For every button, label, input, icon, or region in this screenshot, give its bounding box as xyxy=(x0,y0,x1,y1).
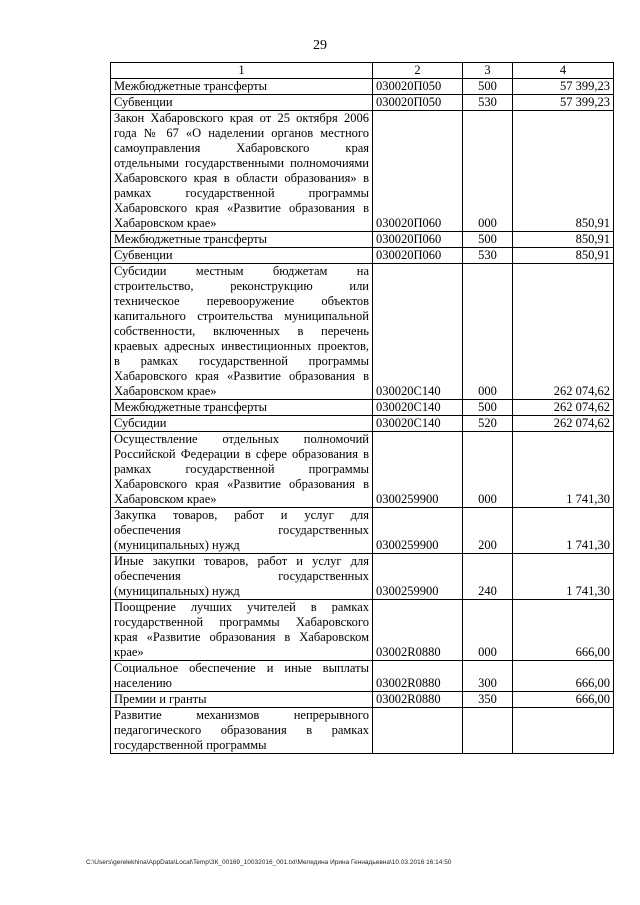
cell-kind: 300 xyxy=(463,661,513,692)
cell-kind: 530 xyxy=(463,248,513,264)
table-row xyxy=(111,661,614,692)
cell-name: Премии и гранты xyxy=(111,692,373,708)
table-row xyxy=(111,248,614,264)
cell-code: 0300259900 xyxy=(373,554,463,600)
cell-kind: 530 xyxy=(463,95,513,111)
cell-kind: 000 xyxy=(463,264,513,400)
cell-amount xyxy=(513,708,614,754)
cell-kind: 500 xyxy=(463,400,513,416)
budget-table xyxy=(110,62,614,754)
cell-amount: 57 399,23 xyxy=(513,79,614,95)
table-row xyxy=(111,264,614,400)
cell-code: 03002R0880 xyxy=(373,692,463,708)
table-row xyxy=(111,400,614,416)
cell-amount: 666,00 xyxy=(513,692,614,708)
table-row xyxy=(111,416,614,432)
cell-code xyxy=(373,708,463,754)
cell-kind: 500 xyxy=(463,232,513,248)
cell-name: Поощрение лучших учителей в рамках государственной программы Хабаровского края «Развитие образования в Хабаровском крае» xyxy=(111,600,373,661)
cell-name: Межбюджетные трансферты xyxy=(111,400,373,416)
cell-name: Социальное обеспечение и иные выплаты населению xyxy=(111,661,373,692)
cell-amount: 262 074,62 xyxy=(513,416,614,432)
cell-kind xyxy=(463,708,513,754)
table-row xyxy=(111,708,614,754)
page-number: 29 xyxy=(313,38,327,53)
cell-amount: 666,00 xyxy=(513,600,614,661)
table-row xyxy=(111,79,614,95)
cell-amount: 1 741,30 xyxy=(513,432,614,508)
table-header-row xyxy=(111,63,614,79)
cell-amount: 850,91 xyxy=(513,248,614,264)
cell-name: Закон Хабаровского края от 25 октября 2006 года № 67 «О наделении органов местного самоуправления Хабаровского края отдельными государственными полномочиями Хабаровского края в области образования» в рамках государственной программы Хабаровского края «Развитие образования в Хабаровском крае» xyxy=(111,111,373,232)
column-header-amount: 4 xyxy=(513,63,614,79)
cell-code: 030020С140 xyxy=(373,264,463,400)
cell-name: Межбюджетные трансферты xyxy=(111,79,373,95)
table-row xyxy=(111,692,614,708)
cell-code: 0300259900 xyxy=(373,432,463,508)
cell-name: Межбюджетные трансферты xyxy=(111,232,373,248)
cell-code: 030020С140 xyxy=(373,416,463,432)
table-row xyxy=(111,508,614,554)
table-row xyxy=(111,432,614,508)
cell-name: Иные закупки товаров, работ и услуг для обеспечения государственных (муниципальных) нужд xyxy=(111,554,373,600)
budget-table-body xyxy=(111,63,614,754)
cell-kind: 000 xyxy=(463,111,513,232)
footer-file-path: C:\Users\gerelekhina\AppData\Local\Temp\ЗК_00169_10032016_001.txt\Меледина Ирина Геннадьевна\10.03.2016 16:14:50 xyxy=(86,859,452,866)
cell-code: 030020П060 xyxy=(373,111,463,232)
cell-name: Субсидии местным бюджетам на строительство, реконструкцию или техническое перевооружение объектов капитального строительства муниципальной собственности, включенных в перечень краевых адресных инвестиционных проектов, в рамках государственной программы Хабаровского края «Развитие образования в Хабаровском крае» xyxy=(111,264,373,400)
column-header-name: 1 xyxy=(111,63,373,79)
cell-code: 0300259900 xyxy=(373,508,463,554)
cell-name: Осуществление отдельных полномочий Российской Федерации в сфере образования в рамках государственной программы Хабаровского края «Развитие образования в Хабаровском крае» xyxy=(111,432,373,508)
cell-code: 03002R0880 xyxy=(373,600,463,661)
cell-kind: 500 xyxy=(463,79,513,95)
cell-kind: 240 xyxy=(463,554,513,600)
cell-kind: 350 xyxy=(463,692,513,708)
table-row xyxy=(111,111,614,232)
cell-amount: 850,91 xyxy=(513,232,614,248)
cell-kind: 520 xyxy=(463,416,513,432)
cell-code: 030020П050 xyxy=(373,79,463,95)
table-row xyxy=(111,600,614,661)
cell-code: 030020П050 xyxy=(373,95,463,111)
cell-code: 030020С140 xyxy=(373,400,463,416)
cell-amount: 262 074,62 xyxy=(513,400,614,416)
column-header-kind: 3 xyxy=(463,63,513,79)
cell-name: Закупка товаров, работ и услуг для обеспечения государственных (муниципальных) нужд xyxy=(111,508,373,554)
cell-name: Субвенции xyxy=(111,248,373,264)
cell-kind: 000 xyxy=(463,600,513,661)
table-row xyxy=(111,554,614,600)
cell-name: Субвенции xyxy=(111,95,373,111)
cell-kind: 200 xyxy=(463,508,513,554)
cell-name: Субсидии xyxy=(111,416,373,432)
cell-amount: 850,91 xyxy=(513,111,614,232)
cell-kind: 000 xyxy=(463,432,513,508)
cell-amount: 666,00 xyxy=(513,661,614,692)
table-row xyxy=(111,95,614,111)
cell-amount: 1 741,30 xyxy=(513,508,614,554)
table-row xyxy=(111,232,614,248)
cell-amount: 262 074,62 xyxy=(513,264,614,400)
cell-name: Развитие механизмов непрерывного педагогического образования в рамках государственной программы xyxy=(111,708,373,754)
cell-amount: 1 741,30 xyxy=(513,554,614,600)
cell-code: 03002R0880 xyxy=(373,661,463,692)
cell-code: 030020П060 xyxy=(373,248,463,264)
cell-amount: 57 399,23 xyxy=(513,95,614,111)
column-header-code: 2 xyxy=(373,63,463,79)
cell-code: 030020П060 xyxy=(373,232,463,248)
